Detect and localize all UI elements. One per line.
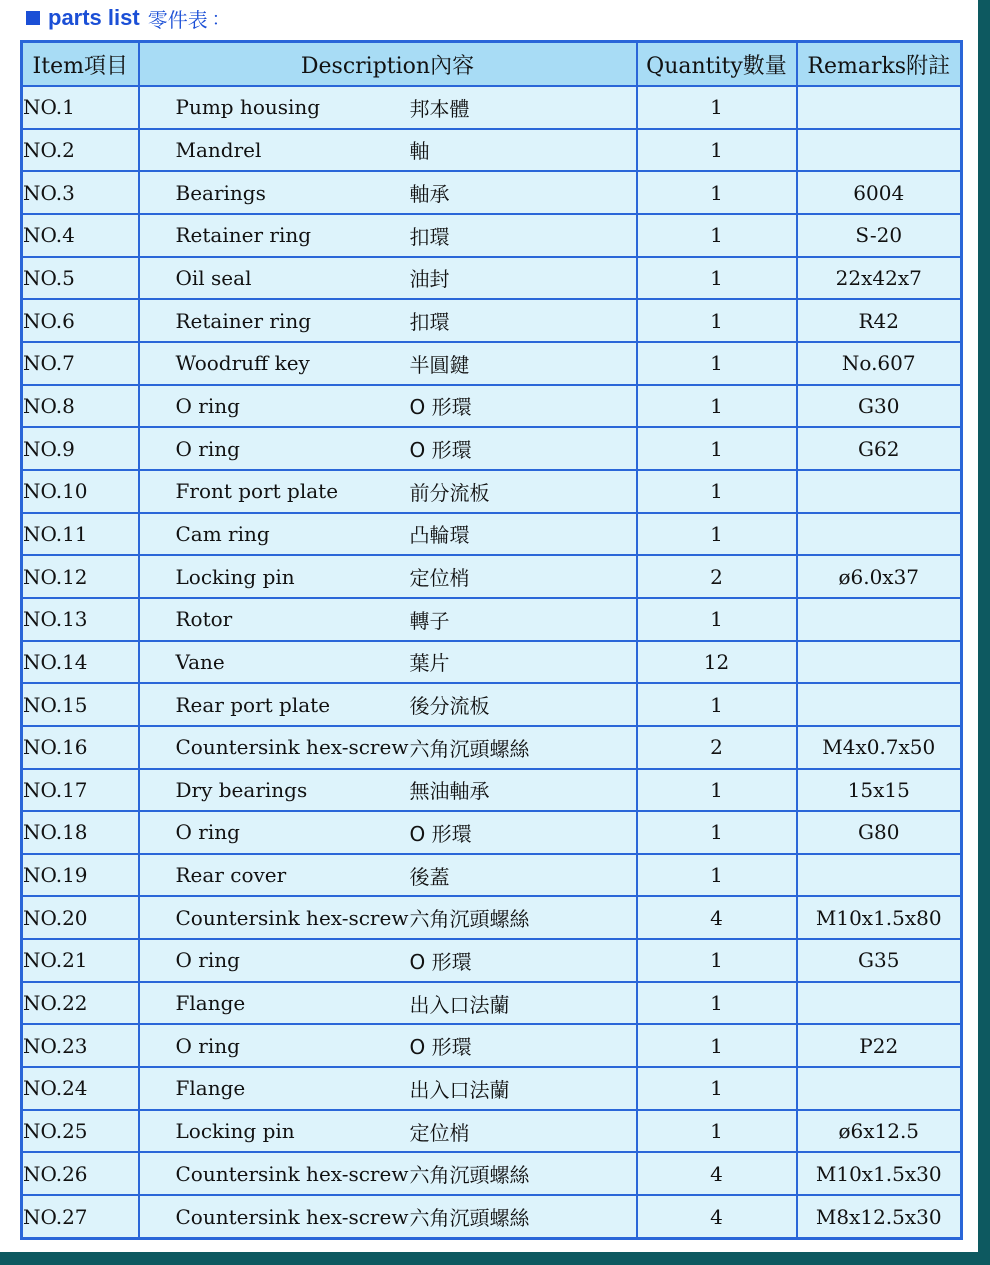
header-quantity: Quantity數量 — [637, 42, 797, 87]
quantity-cell: 12 — [637, 641, 797, 684]
table-row — [22, 769, 962, 812]
remarks-cell: M8x12.5x30 — [797, 1195, 962, 1238]
table-row — [22, 1195, 962, 1238]
table-row — [22, 86, 962, 129]
description-en: Retainer ring — [175, 308, 312, 333]
table-row — [22, 129, 962, 172]
description-zh: 油封 — [409, 267, 450, 292]
description-en: Pump housing — [175, 95, 321, 120]
quantity-cell: 1 — [637, 86, 797, 129]
table-row — [22, 385, 962, 428]
item-cell: NO.25 — [22, 1110, 139, 1153]
remarks-cell: ø6.0x37 — [797, 555, 962, 598]
quantity-cell: 1 — [637, 982, 797, 1025]
item-cell: NO.12 — [22, 555, 139, 598]
description-zh: 六角沉頭螺絲 — [409, 1206, 530, 1231]
description-cell — [139, 982, 637, 1025]
item-cell: NO.3 — [22, 171, 139, 214]
parts-table — [20, 40, 963, 1240]
item-cell: NO.16 — [22, 726, 139, 769]
quantity-cell: 1 — [637, 342, 797, 385]
description-zh: 前分流板 — [409, 480, 490, 505]
description-zh: 定位梢 — [409, 1120, 470, 1145]
quantity-cell: 1 — [637, 257, 797, 300]
table-row — [22, 939, 962, 982]
description-cell — [139, 726, 637, 769]
description-en: Vane — [175, 649, 225, 674]
remarks-cell — [797, 854, 962, 897]
item-cell: NO.1 — [22, 86, 139, 129]
description-zh: 無油軸承 — [409, 779, 490, 804]
table-row — [22, 257, 962, 300]
description-zh: 出入口法蘭 — [409, 1077, 510, 1102]
quantity-cell: 1 — [637, 939, 797, 982]
description-zh: 出入口法蘭 — [409, 992, 510, 1017]
table-row — [22, 854, 962, 897]
description-en: Bearings — [175, 180, 266, 205]
table-row — [22, 214, 962, 257]
description-zh: 邦本體 — [409, 96, 470, 121]
description-cell — [139, 1110, 637, 1153]
remarks-cell — [797, 641, 962, 684]
quantity-cell: 1 — [637, 1067, 797, 1110]
heading-title-zh: 零件表 — [147, 7, 208, 32]
description-cell — [139, 1024, 637, 1067]
item-cell: NO.9 — [22, 427, 139, 470]
description-cell — [139, 769, 637, 812]
item-cell: NO.14 — [22, 641, 139, 684]
remarks-cell: P22 — [797, 1024, 962, 1067]
description-zh: 軸 — [409, 139, 430, 164]
description-cell — [139, 683, 637, 726]
description-cell — [139, 811, 637, 854]
item-cell: NO.23 — [22, 1024, 139, 1067]
description-en: Woodruff key — [175, 351, 310, 376]
quantity-cell: 1 — [637, 811, 797, 854]
table-row — [22, 299, 962, 342]
quantity-cell: 1 — [637, 513, 797, 556]
description-cell — [139, 939, 637, 982]
item-cell: NO.10 — [22, 470, 139, 513]
remarks-cell — [797, 86, 962, 129]
remarks-cell: R42 — [797, 299, 962, 342]
description-cell — [139, 385, 637, 428]
description-cell — [139, 129, 637, 172]
item-cell: NO.8 — [22, 385, 139, 428]
description-zh: 六角沉頭螺絲 — [409, 907, 530, 932]
remarks-cell — [797, 470, 962, 513]
item-cell: NO.22 — [22, 982, 139, 1025]
table-row — [22, 470, 962, 513]
table-row — [22, 342, 962, 385]
quantity-cell: 1 — [637, 171, 797, 214]
section-heading — [26, 4, 230, 32]
quantity-cell: 2 — [637, 726, 797, 769]
description-zh: O 形環 — [409, 1035, 472, 1060]
description-cell — [139, 896, 637, 939]
table-body — [22, 86, 962, 1239]
description-en: O ring — [175, 820, 240, 845]
description-en: O ring — [175, 948, 240, 973]
description-zh: 半圓鍵 — [409, 352, 470, 377]
item-cell: NO.17 — [22, 769, 139, 812]
description-zh: O 形環 — [409, 821, 472, 846]
remarks-cell: M10x1.5x30 — [797, 1152, 962, 1195]
description-cell — [139, 1067, 637, 1110]
table-row — [22, 982, 962, 1025]
item-cell: NO.7 — [22, 342, 139, 385]
item-cell: NO.13 — [22, 598, 139, 641]
item-cell: NO.21 — [22, 939, 139, 982]
item-cell: NO.11 — [22, 513, 139, 556]
table-row — [22, 427, 962, 470]
table-row — [22, 896, 962, 939]
remarks-cell — [797, 1067, 962, 1110]
item-cell: NO.27 — [22, 1195, 139, 1238]
description-cell — [139, 598, 637, 641]
remarks-cell: M4x0.7x50 — [797, 726, 962, 769]
quantity-cell: 1 — [637, 385, 797, 428]
table-row — [22, 811, 962, 854]
table-row — [22, 171, 962, 214]
quantity-cell: 1 — [637, 1110, 797, 1153]
description-zh: 後蓋 — [409, 864, 450, 889]
item-cell: NO.4 — [22, 214, 139, 257]
table-row — [22, 683, 962, 726]
remarks-cell: G30 — [797, 385, 962, 428]
item-cell: NO.15 — [22, 683, 139, 726]
remarks-cell: G62 — [797, 427, 962, 470]
description-en: Flange — [175, 1076, 246, 1101]
description-cell — [139, 1195, 637, 1238]
description-cell — [139, 257, 637, 300]
item-cell: NO.20 — [22, 896, 139, 939]
remarks-cell — [797, 683, 962, 726]
remarks-cell: 22x42x7 — [797, 257, 962, 300]
description-en: O ring — [175, 393, 240, 418]
description-en: O ring — [175, 436, 240, 461]
description-zh: 轉子 — [409, 608, 450, 633]
description-cell — [139, 342, 637, 385]
remarks-cell — [797, 513, 962, 556]
description-en: Cam ring — [175, 521, 270, 546]
description-en: O ring — [175, 1033, 240, 1058]
remarks-cell — [797, 129, 962, 172]
quantity-cell: 1 — [637, 427, 797, 470]
quantity-cell: 1 — [637, 598, 797, 641]
description-en: Oil seal — [175, 265, 252, 290]
table-row — [22, 1067, 962, 1110]
description-en: Rear cover — [175, 863, 287, 888]
quantity-cell: 4 — [637, 1152, 797, 1195]
table-row — [22, 555, 962, 598]
description-en: Rotor — [175, 607, 233, 632]
description-zh: 定位梢 — [409, 566, 470, 591]
description-cell — [139, 555, 637, 598]
item-cell: NO.5 — [22, 257, 139, 300]
quantity-cell: 1 — [637, 683, 797, 726]
table-row — [22, 1024, 962, 1067]
header-description: Description內容 — [139, 42, 637, 87]
description-en: Locking pin — [175, 1119, 295, 1144]
quantity-cell: 1 — [637, 214, 797, 257]
remarks-cell: ø6x12.5 — [797, 1110, 962, 1153]
item-cell: NO.24 — [22, 1067, 139, 1110]
description-zh: 葉片 — [409, 651, 450, 676]
square-bullet-icon — [26, 11, 40, 25]
description-en: Dry bearings — [175, 777, 308, 802]
description-zh: O 形環 — [409, 949, 472, 974]
quantity-cell: 1 — [637, 1024, 797, 1067]
item-cell: NO.18 — [22, 811, 139, 854]
remarks-cell: G35 — [797, 939, 962, 982]
quantity-cell: 4 — [637, 1195, 797, 1238]
description-cell — [139, 171, 637, 214]
table-header — [22, 42, 962, 87]
item-cell: NO.2 — [22, 129, 139, 172]
description-en: Rear port plate — [175, 692, 331, 717]
table-row — [22, 598, 962, 641]
quantity-cell: 1 — [637, 769, 797, 812]
description-en: Locking pin — [175, 564, 295, 589]
header-row — [22, 42, 962, 87]
description-en: Countersink hex-screw — [175, 735, 409, 760]
description-zh: 扣環 — [409, 224, 450, 249]
remarks-cell: 15x15 — [797, 769, 962, 812]
table-row — [22, 1152, 962, 1195]
remarks-cell — [797, 598, 962, 641]
table-row — [22, 726, 962, 769]
header-remarks: Remarks附註 — [797, 42, 962, 87]
description-cell — [139, 427, 637, 470]
remarks-cell: G80 — [797, 811, 962, 854]
quantity-cell: 2 — [637, 555, 797, 598]
remarks-cell — [797, 982, 962, 1025]
remarks-cell: No.607 — [797, 342, 962, 385]
description-cell — [139, 86, 637, 129]
remarks-cell: M10x1.5x80 — [797, 896, 962, 939]
description-en: Countersink hex-screw — [175, 1161, 409, 1186]
item-cell: NO.19 — [22, 854, 139, 897]
description-en: Flange — [175, 991, 246, 1016]
remarks-cell: 6004 — [797, 171, 962, 214]
header-item: Item項目 — [22, 42, 139, 87]
description-zh: 扣環 — [409, 310, 450, 335]
description-en: Front port plate — [175, 479, 339, 504]
description-en: Countersink hex-screw — [175, 1204, 409, 1229]
item-cell: NO.26 — [22, 1152, 139, 1195]
description-zh: O 形環 — [409, 395, 472, 420]
item-cell: NO.6 — [22, 299, 139, 342]
description-zh: 六角沉頭螺絲 — [409, 736, 530, 761]
description-en: Retainer ring — [175, 223, 312, 248]
description-cell — [139, 513, 637, 556]
heading-colon: ： — [211, 9, 230, 29]
description-cell — [139, 299, 637, 342]
quantity-cell: 4 — [637, 896, 797, 939]
description-cell — [139, 1152, 637, 1195]
quantity-cell: 1 — [637, 854, 797, 897]
table-row — [22, 1110, 962, 1153]
quantity-cell: 1 — [637, 470, 797, 513]
description-zh: 軸承 — [409, 182, 450, 207]
description-zh: O 形環 — [409, 438, 472, 463]
description-en: Countersink hex-screw — [175, 905, 409, 930]
description-cell — [139, 854, 637, 897]
heading-title-en: parts list — [48, 5, 140, 30]
description-zh: 凸輪環 — [409, 523, 470, 548]
description-zh: 後分流板 — [409, 694, 490, 719]
description-cell — [139, 470, 637, 513]
description-en: Mandrel — [175, 137, 262, 162]
quantity-cell: 1 — [637, 129, 797, 172]
table-row — [22, 641, 962, 684]
quantity-cell: 1 — [637, 299, 797, 342]
description-zh: 六角沉頭螺絲 — [409, 1163, 530, 1188]
description-cell — [139, 641, 637, 684]
table-row — [22, 513, 962, 556]
remarks-cell: S-20 — [797, 214, 962, 257]
description-cell — [139, 214, 637, 257]
